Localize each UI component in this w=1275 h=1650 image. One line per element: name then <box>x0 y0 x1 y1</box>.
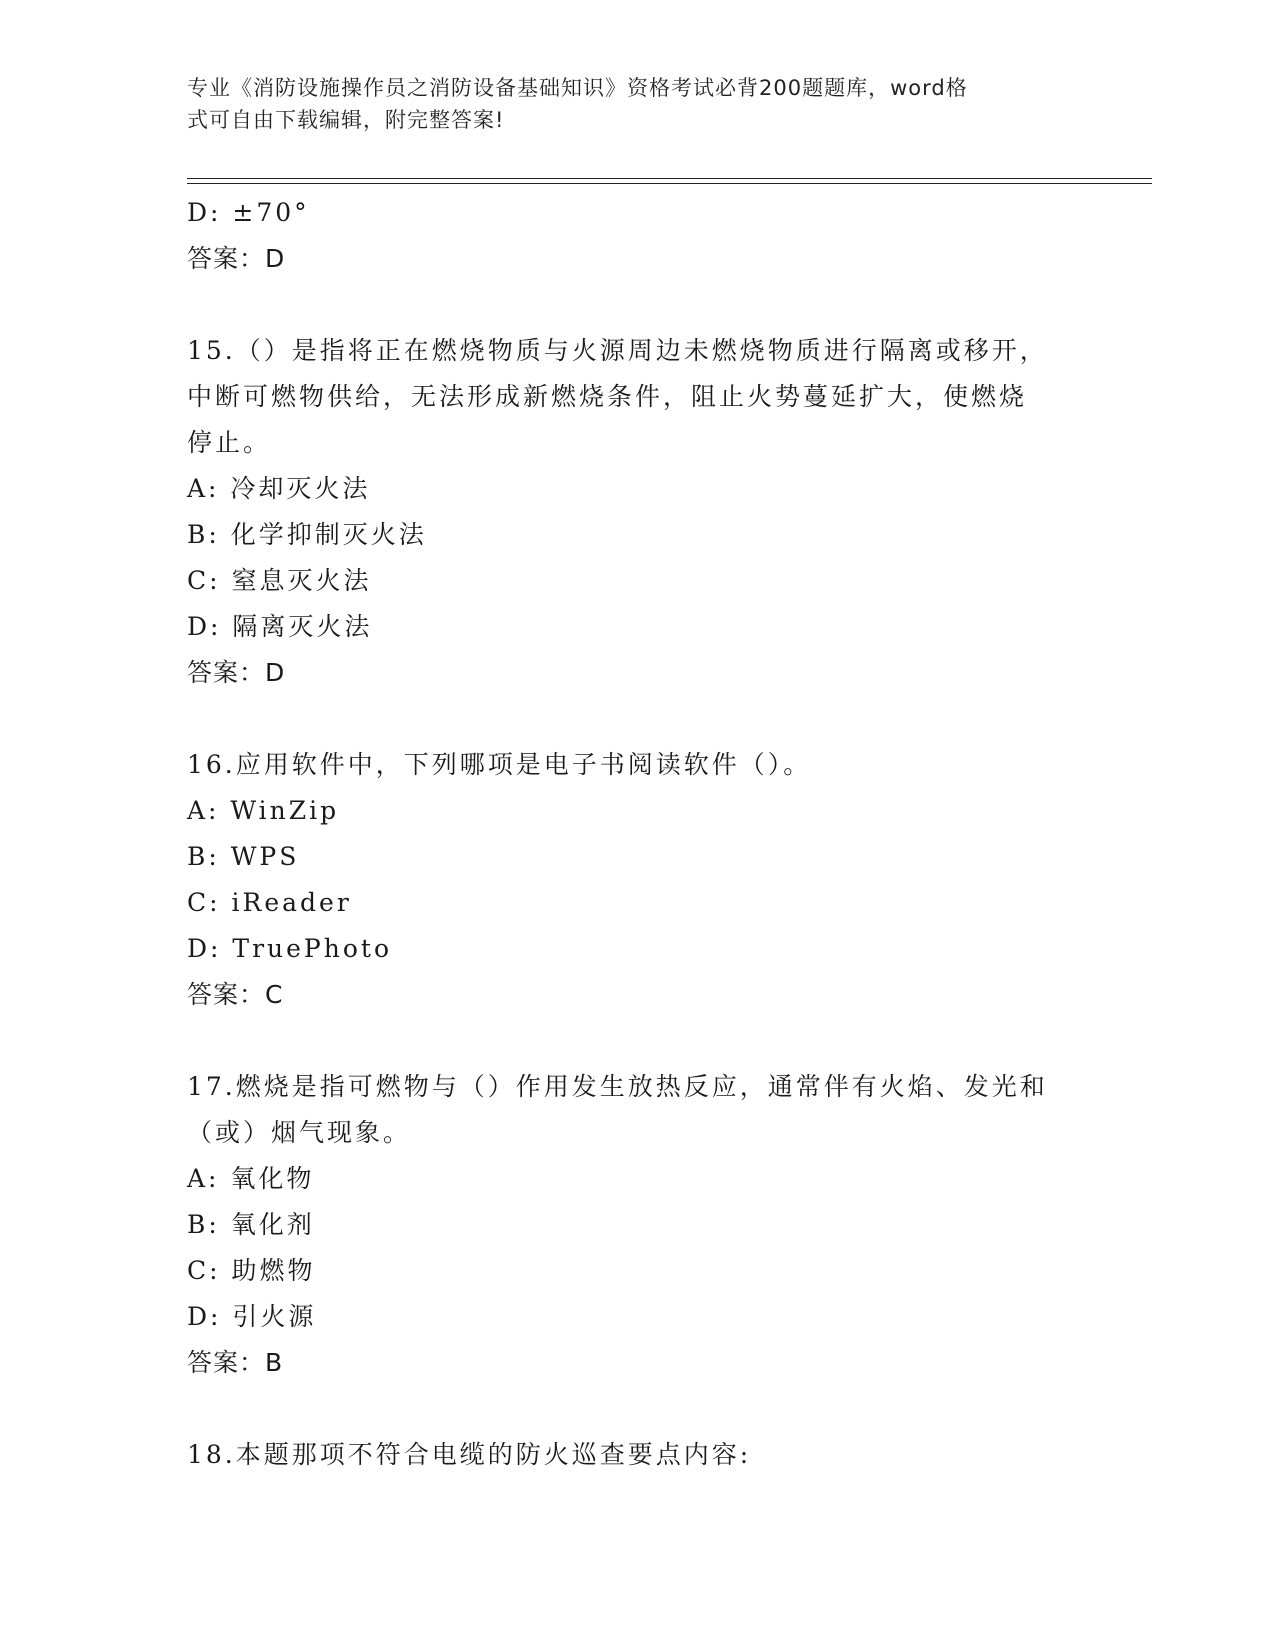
option-b: B: WPS <box>187 842 300 871</box>
option-a: A: 氧化物 <box>187 1164 315 1193</box>
question-stem-line: （或）烟气现象。 <box>187 1118 412 1147</box>
spacer <box>187 1386 1087 1432</box>
question-17 <box>187 1064 1087 1386</box>
option-c: C: 助燃物 <box>187 1256 316 1285</box>
spacer <box>187 696 1087 742</box>
option-c: C: iReader <box>187 888 352 917</box>
header-line-1: 专业《消防设施操作员之消防设备基础知识》资格考试必背200题题库，word格 <box>187 76 968 100</box>
option-a: A: WinZip <box>187 796 340 825</box>
question-stem-line: 中断可燃物供给，无法形成新燃烧条件，阻止火势蔓延扩大，使燃烧 <box>187 382 1028 411</box>
document-header <box>187 72 1067 136</box>
answer: 答案：D <box>187 244 286 273</box>
option-d: D: 引火源 <box>187 1302 317 1331</box>
question-18 <box>187 1432 1087 1478</box>
option-b: B: 氧化剂 <box>187 1210 315 1239</box>
question-15 <box>187 328 1087 696</box>
option-a: A: 冷却灭火法 <box>187 474 371 503</box>
answer: 答案：D <box>187 658 286 687</box>
option-c: C: 窒息灭火法 <box>187 566 372 595</box>
option-b: B: 化学抑制灭火法 <box>187 520 427 549</box>
spacer <box>187 282 1087 328</box>
answer: 答案：C <box>187 980 284 1009</box>
header-line-2: 式可自由下载编辑，附完整答案! <box>187 108 505 132</box>
header-divider-top <box>187 178 1152 179</box>
option-d: D: ±70° <box>187 198 310 227</box>
question-16 <box>187 742 1087 1018</box>
option-d: D: 隔离灭火法 <box>187 612 373 641</box>
question-stem-line: 18.本题那项不符合电缆的防火巡查要点内容: <box>187 1440 752 1469</box>
question-stem-line: 17.燃烧是指可燃物与（）作用发生放热反应，通常伴有火焰、发光和 <box>187 1072 1048 1101</box>
header-divider-bottom <box>187 183 1152 184</box>
question-list <box>187 190 1087 1478</box>
question-stem-line: 停止。 <box>187 428 272 457</box>
answer: 答案：B <box>187 1348 284 1377</box>
question-stem-line: 15.（）是指将正在燃烧物质与火源周边未燃烧物质进行隔离或移开， <box>187 336 1048 365</box>
question-stem-line: 16.应用软件中，下列哪项是电子书阅读软件（）。 <box>187 750 812 779</box>
previous-question-fragment <box>187 190 1087 282</box>
option-d: D: TruePhoto <box>187 934 393 963</box>
spacer <box>187 1018 1087 1064</box>
